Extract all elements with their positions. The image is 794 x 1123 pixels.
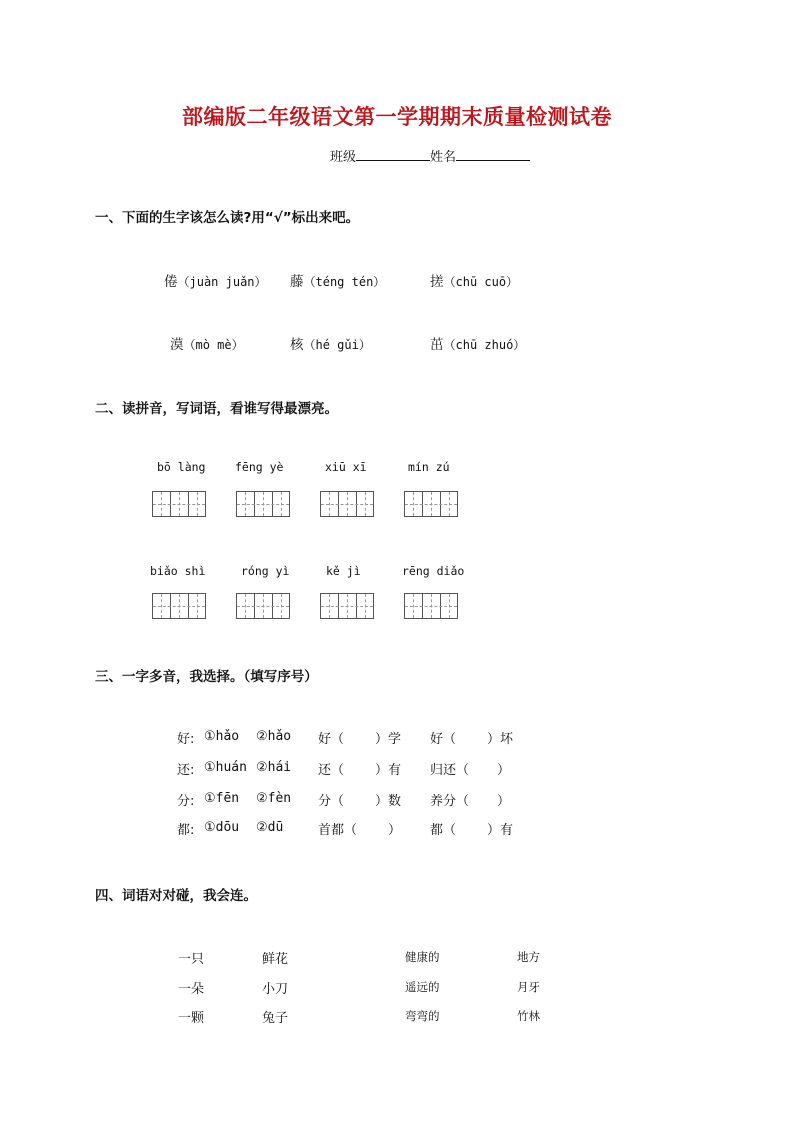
q2-pinyin: róng yì [241,564,290,578]
writing-grid[interactable] [320,491,374,517]
q3-option: ②hái [256,760,292,775]
q3-word: 好（ [318,732,345,747]
q3-word: ）有 [375,763,402,778]
q3-word: ） [497,794,511,809]
class-label: 班级 [330,150,357,165]
writing-grid[interactable] [236,593,290,619]
q1-item [290,270,385,290]
writing-grid[interactable] [152,593,206,619]
q3-option: ①dōu [204,820,240,835]
q4-word: 一颗 [178,1011,205,1026]
writing-grid[interactable] [404,593,458,619]
q1-char: 茁 [430,337,444,353]
q3-char: 好: [177,732,195,747]
q4-word: 一只 [178,952,205,967]
writing-grid[interactable] [320,593,374,619]
q2-pinyin: fēng yè [235,460,284,474]
q4-word: 一朵 [178,982,205,997]
section-1-heading: 一、下面的生字该怎么读?用“√”标出来吧。 [95,210,360,226]
q4-word: 鲜花 [262,952,289,967]
q3-word: ）数 [375,794,402,809]
q3-word: 分（ [318,794,345,809]
q2-pinyin: xiū xī [325,460,367,474]
q3-word: 首都（ [318,823,358,838]
q1-item [430,333,525,353]
q1-char: 藤 [290,274,304,290]
q1-pinyin: （hé gǔi） [303,338,371,352]
q2-pinyin: bō làng [157,460,206,474]
name-label: 姓名 [430,150,457,165]
q3-word: 还（ [318,763,345,778]
q1-char: 核 [290,337,304,353]
q3-word: ）学 [375,732,402,747]
q1-pinyin: （juàn juǎn） [177,275,267,289]
q3-char: 分: [177,794,195,809]
name-blank[interactable] [456,147,530,161]
q1-pinyin: （chū zhuó） [443,338,526,352]
q3-option: ②fèn [256,791,292,806]
q3-char: 都: [177,823,195,838]
q1-char: 漠 [170,337,184,353]
q3-word: ） [388,823,402,838]
q4-word: 兔子 [262,1011,289,1026]
q3-option: ①fēn [204,791,240,806]
q3-word: 好（ [430,732,457,747]
section-4-heading: 四、词语对对碰，我会连。 [95,888,257,904]
q3-word: ） [497,763,511,778]
q1-char: 倦 [164,274,178,290]
q4-word: 小刀 [262,982,289,997]
q3-option: ①hǎo [204,729,240,744]
q1-item [430,270,518,290]
q1-char: 搓 [430,274,444,290]
q3-option: ②dū [256,820,284,835]
q4-word: 月牙 [517,980,540,994]
page-title: 部编版二年级语文第一学期期末质量检测试卷 [182,105,612,129]
class-blank[interactable] [356,147,430,161]
writing-grid[interactable] [236,491,290,517]
q4-word: 遥远的 [405,980,440,994]
q4-word: 弯弯的 [405,1009,440,1023]
q3-word: ）有 [487,823,514,838]
q3-word: 养分（ [430,794,470,809]
q4-word: 地方 [517,950,540,964]
q4-word: 健康的 [405,950,440,964]
q2-pinyin: biǎo shì [150,564,206,578]
writing-grid[interactable] [152,491,206,517]
q3-option: ①huán [204,760,247,775]
q4-word: 竹林 [517,1009,540,1023]
q3-word: 归还（ [430,763,470,778]
q1-pinyin: （mò mè） [183,338,244,352]
q2-pinyin: rēng diǎo [402,564,465,578]
section-2-heading: 二、读拼音，写词语，看谁写得最漂亮。 [95,401,338,417]
q2-pinyin: kě jì [326,564,361,578]
q1-item [170,333,244,353]
q3-char: 还: [177,763,195,778]
section-3-heading: 三、一字多音，我选择。（填写序号） [95,669,318,685]
q3-option: ②hǎo [256,729,292,744]
class-name-line [330,146,530,165]
q3-word: ）坏 [487,732,514,747]
q1-pinyin: （chū cuō） [443,275,519,289]
q2-pinyin: mín zú [408,460,450,474]
q1-item [164,270,267,290]
q1-item [290,333,371,353]
writing-grid[interactable] [404,491,458,517]
q1-pinyin: （téng tén） [303,275,386,289]
q3-word: 都（ [430,823,457,838]
